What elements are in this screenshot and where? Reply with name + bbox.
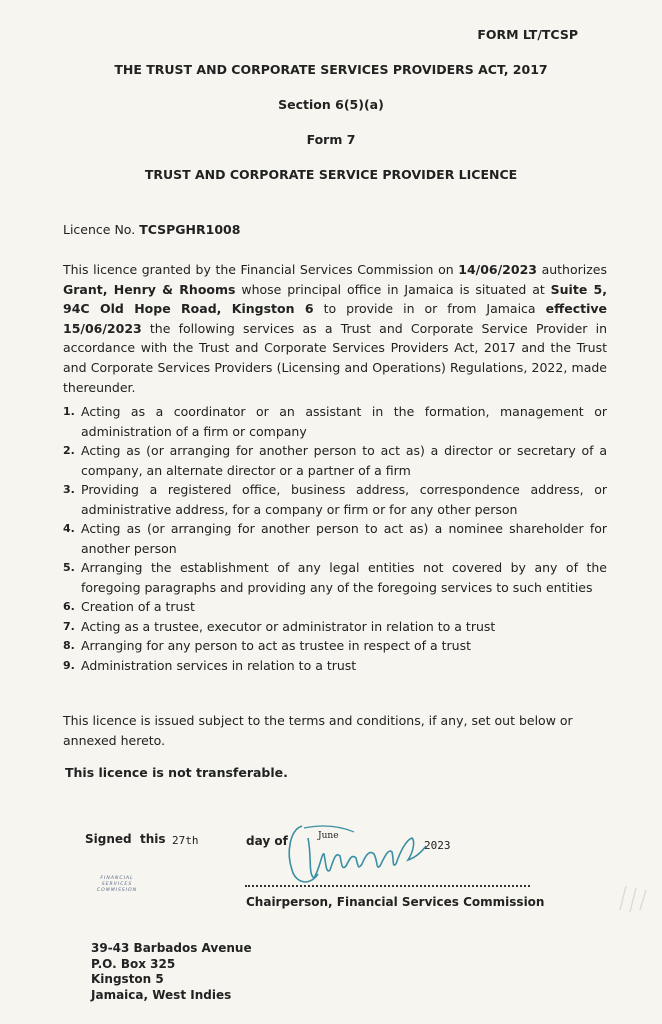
handwritten-signature: [284, 818, 432, 890]
signature-line: [245, 885, 530, 887]
effective-date: effective 15/06/2023: [63, 301, 607, 336]
form-code: FORM LT/TCSP: [477, 27, 578, 42]
address-line: Jamaica, West Indies: [91, 987, 232, 1002]
address-line: 39-43 Barbados Avenue: [91, 941, 252, 955]
not-transferable-notice: This licence is not transferable.: [65, 765, 288, 780]
list-item: 6. Creation of a trust: [63, 599, 195, 614]
licence-number: TCSPGHR1008: [139, 222, 241, 237]
address-block: [91, 941, 252, 1003]
licensee-address: Suite 5, 94C Old Hope Road, Kingston 6: [63, 281, 607, 317]
act-title: THE TRUST AND CORPORATE SERVICES PROVIDERS ACT, 2017: [114, 62, 548, 77]
services-list: [63, 402, 607, 675]
list-item: 9. Administration services in relation to a trust: [63, 657, 357, 673]
signed-year: 2023: [424, 839, 451, 852]
address-line: Kingston 5: [91, 972, 164, 986]
seal-line: COMMISSION: [96, 888, 138, 893]
form-number: Form 7: [306, 132, 356, 147]
signed-label: Signed this: [85, 832, 166, 846]
terms-paragraph: This licence is issued subject to the terms and conditions, if any, set out below or annexed hereto.: [63, 713, 573, 748]
list-item: 3. Providing a registered office, business address, correspondence address, or administrative address, for a company or firm or for any other person: [63, 482, 607, 517]
licence-number-line: [63, 222, 240, 237]
faint-stamp-mark: [612, 880, 657, 920]
commission-seal: [93, 876, 141, 894]
seal-line: FINANCIAL: [100, 876, 134, 881]
grant-date: 14/06/2023: [458, 262, 537, 277]
licensee-name: Grant, Henry & Rhooms: [63, 281, 236, 297]
grant-paragraph: This licence granted by the Financial Services Commission on 14/06/2023 authorizes Grant, Henry & Rhooms whose principal office in Jamaica is situated at Suite 5, 94C Old Hope Road, Kingston 6 to provide in or from Jamaica effective 15/06/2023 the following services as a Trust and Corporate Service Provider in accordance with the Trust and Corporate Services Providers Act, 2017 and the Trust and Corporate Services Providers (Licensing and Operations) Regulations, 2022, made thereunder.: [63, 262, 607, 395]
signed-month: June: [318, 831, 339, 841]
licence-number-label: Licence No.: [63, 222, 136, 237]
list-item: 5. Arranging the establishment of any legal entities not covered by any of the foregoing paragraphs and providing any of the foregoing services to such entities: [63, 560, 607, 595]
list-item: 7. Acting as a trustee, executor or administrator in relation to a trust: [63, 618, 496, 634]
address-line: P.O. Box 325: [91, 956, 176, 971]
list-item: 2. Acting as (or arranging for another person to act as) a director or secretary of a company, an alternate director or a partner of a firm: [63, 443, 607, 478]
chairperson-label: Chairperson, Financial Services Commission: [246, 895, 545, 909]
list-item: 1. Acting as a coordinator or an assistant in the formation, management or administration of a firm or company: [63, 404, 607, 439]
signed-day: 27th: [172, 834, 199, 847]
section-reference: Section 6(5)(a): [278, 97, 384, 112]
list-item: 8. Arranging for any person to act as trustee in respect of a trust: [63, 638, 472, 653]
list-item: 4. Acting as (or arranging for another person to act as) a nominee shareholder for another person: [63, 521, 607, 556]
licence-title: TRUST AND CORPORATE SERVICE PROVIDER LICENCE: [144, 167, 518, 182]
seal-line: SERVICES: [101, 882, 133, 887]
day-of-label: day of: [246, 834, 288, 848]
